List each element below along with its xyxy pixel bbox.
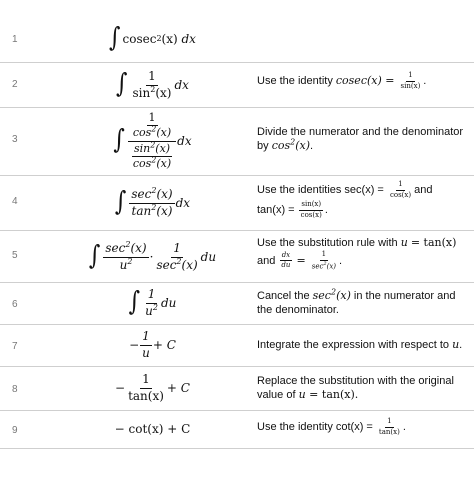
table-row — [0, 175, 474, 231]
row-number: 6 — [12, 299, 18, 310]
math-expression: ∫ cosec 2 (x) dx — [109, 23, 196, 54]
step-explanation: Use the identities sec(x) = $\frac{1}{\cos(x)}$ and tan(x) = $\frac{\sin(x)}{\cos(x)}$ . — [257, 180, 433, 220]
math-expression: ∫ $\frac{1}{\sin^2(x)}$ dx — [116, 69, 189, 100]
table-row — [0, 0, 474, 63]
row-number: 2 — [12, 79, 18, 90]
math-expression: ∫ $\frac{\sec^2(x)}{u^2}$ · $\frac{1}{\sec^2(x)}$ du — [88, 240, 217, 272]
step-explanation: Replace the substitution with the original value of u = tan(x). — [257, 375, 454, 401]
table-row — [0, 282, 474, 325]
step-explanation: Use the substitution rule with u = tan(x) and $\frac{dx}{du}$ = $\frac{1}{\sec^2(x)}$ . — [257, 236, 457, 271]
table-row — [0, 230, 474, 283]
row-number: 5 — [12, 250, 18, 261]
table-row — [0, 324, 474, 367]
math-expression: ∫ $\frac{1}{u^2}$ du — [128, 287, 177, 318]
table-row — [0, 366, 474, 411]
math-expression: ∫ $\frac{\frac{1}{\cos^2(x)}}{\frac{\sin^2(x)}{\cos^2(x)}}$ dx — [113, 111, 192, 170]
step-explanation: Cancel the $\sec^2(x)$ in the numerator and the denominator. — [257, 287, 456, 316]
table-row — [0, 107, 474, 176]
row-number: 9 — [12, 425, 18, 436]
math-expression: ∫ $\frac{\sec^2(x)}{\tan^2(x)}$ dx — [114, 186, 191, 218]
row-number: 4 — [12, 196, 18, 207]
step-explanation: Use the identity cosec(x) = $\frac{1}{\sin(x)}$ . — [257, 71, 427, 90]
row-number: 8 — [12, 384, 18, 395]
step-explanation: Use the identity cot(x) = $\frac{1}{\tan(x)}$ . — [257, 417, 406, 436]
row-number: 3 — [12, 134, 18, 145]
math-expression: − $\frac{1}{u}$ + C — [129, 329, 176, 360]
step-explanation: Divide the numerator and the denominator by $\cos^2(x)$. — [257, 126, 464, 152]
math-expression: − cot(x) + C — [114, 422, 191, 436]
table-row — [0, 62, 474, 108]
step-explanation: Integrate the expression with respect to u. — [257, 338, 463, 351]
row-number: 7 — [12, 341, 18, 352]
table-row — [0, 410, 474, 449]
row-number: 1 — [12, 34, 18, 45]
math-expression: − $\frac{1}{\tan(x)}$ + C — [115, 372, 190, 403]
